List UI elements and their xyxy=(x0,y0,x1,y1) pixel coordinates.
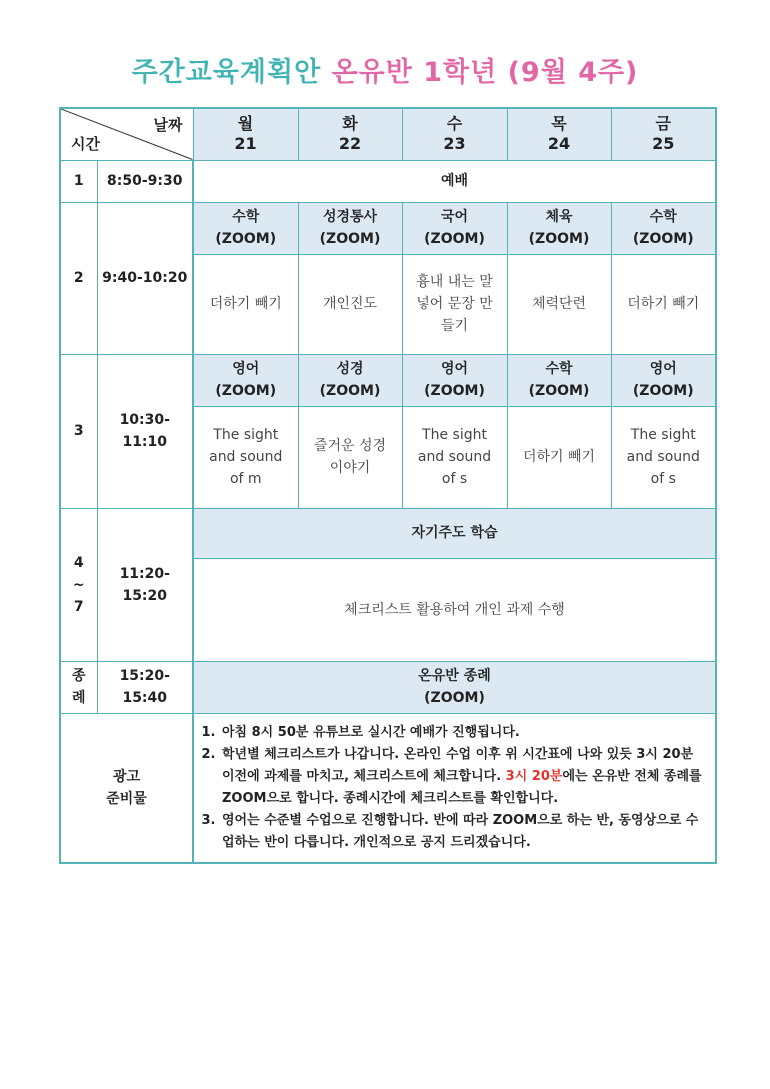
note-item-2: 2. 학년별 체크리스트가 나갑니다. 온라인 수업 이후 위 시간표에 나와 있듯 3시 20분 이전에 과제를 마치고, 체크리스트에 체크합니다. 3시 20분에는 온유반 전체 종례를 ZOOM으로 합니다. 종례시간에 체크리스트를 확인합니다. xyxy=(220,744,707,810)
day-header-wed: 수 23 xyxy=(402,108,507,160)
period-time: 15:20-15:40 xyxy=(97,661,193,713)
note-item-3: 3. 영어는 수준별 수업으로 진행합니다. 반에 따라 ZOOM으로 하는 반, 동영상으로 수업하는 반이 다릅니다. 개인적으로 공지 드리겠습니다. xyxy=(220,810,707,854)
day-header-fri: 금 25 xyxy=(611,108,716,160)
period-2-subject-row xyxy=(60,202,716,254)
notes-label: 광고 준비물 xyxy=(60,713,193,863)
content-cell: 더하기 빼기 xyxy=(611,254,716,354)
content-cell: 더하기 빼기 xyxy=(193,254,298,354)
notes-content xyxy=(193,713,716,863)
period-4-7-title-row xyxy=(60,508,716,558)
content-cell: 체력단련 xyxy=(507,254,611,354)
period-number: 종 례 xyxy=(60,661,97,713)
period-number: 4 ~ 7 xyxy=(60,508,97,661)
period-time: 9:40-10:20 xyxy=(97,202,193,354)
closing-cell: 온유반 종례 (ZOOM) xyxy=(193,661,716,713)
day-header-mon: 월 21 xyxy=(193,108,298,160)
period-3-subject-row xyxy=(60,354,716,406)
title-part3: 1학년 (9월 4주) xyxy=(423,57,639,88)
period-time: 8:50-9:30 xyxy=(97,160,193,202)
day-header-thu: 목 24 xyxy=(507,108,611,160)
period-number: 2 xyxy=(60,202,97,354)
period-time: 11:20-15:20 xyxy=(97,508,193,661)
page-title xyxy=(0,50,770,89)
content-cell: The sight and sound of m xyxy=(193,406,298,508)
closing-row xyxy=(60,661,716,713)
title-part2: 온유반 xyxy=(331,57,413,88)
content-cell: 더하기 빼기 xyxy=(507,406,611,508)
content-cell: The sight and sound of s xyxy=(402,406,507,508)
header-corner xyxy=(60,108,193,160)
notes-row xyxy=(60,713,716,863)
self-study-title: 자기주도 학습 xyxy=(193,508,716,558)
title-part1: 주간교육계획안 xyxy=(131,57,322,88)
subject-cell: 성경통사 (ZOOM) xyxy=(298,202,402,254)
time-label: 시간 xyxy=(71,134,100,153)
weekly-schedule-table xyxy=(59,107,717,864)
subject-cell: 국어 (ZOOM) xyxy=(402,202,507,254)
period-time: 10:30-11:10 xyxy=(97,354,193,508)
content-cell: 흉내 내는 말 넣어 문장 만들기 xyxy=(402,254,507,354)
period-1-row xyxy=(60,160,716,202)
subject-cell: 수학 (ZOOM) xyxy=(507,354,611,406)
day-header-tue: 화 22 xyxy=(298,108,402,160)
subject-cell: 성경 (ZOOM) xyxy=(298,354,402,406)
subject-cell: 영어 (ZOOM) xyxy=(193,354,298,406)
content-cell: 개인진도 xyxy=(298,254,402,354)
self-study-content: 체크리스트 활용하여 개인 과제 수행 xyxy=(193,558,716,661)
period-number: 3 xyxy=(60,354,97,508)
subject-cell: 수학 (ZOOM) xyxy=(611,202,716,254)
highlight-time: 3시 20분 xyxy=(505,768,563,784)
note-item-1: 1. 아침 8시 50분 유튜브로 실시간 예배가 진행됩니다. xyxy=(220,722,707,744)
content-cell: 즐거운 성경 이야기 xyxy=(298,406,402,508)
subject-cell: 체육 (ZOOM) xyxy=(507,202,611,254)
content-cell: The sight and sound of s xyxy=(611,406,716,508)
worship-cell: 예배 xyxy=(193,160,716,202)
subject-cell: 영어 (ZOOM) xyxy=(611,354,716,406)
header-row xyxy=(60,108,716,160)
period-number: 1 xyxy=(60,160,97,202)
subject-cell: 수학 (ZOOM) xyxy=(193,202,298,254)
subject-cell: 영어 (ZOOM) xyxy=(402,354,507,406)
date-label: 날짜 xyxy=(153,116,183,134)
